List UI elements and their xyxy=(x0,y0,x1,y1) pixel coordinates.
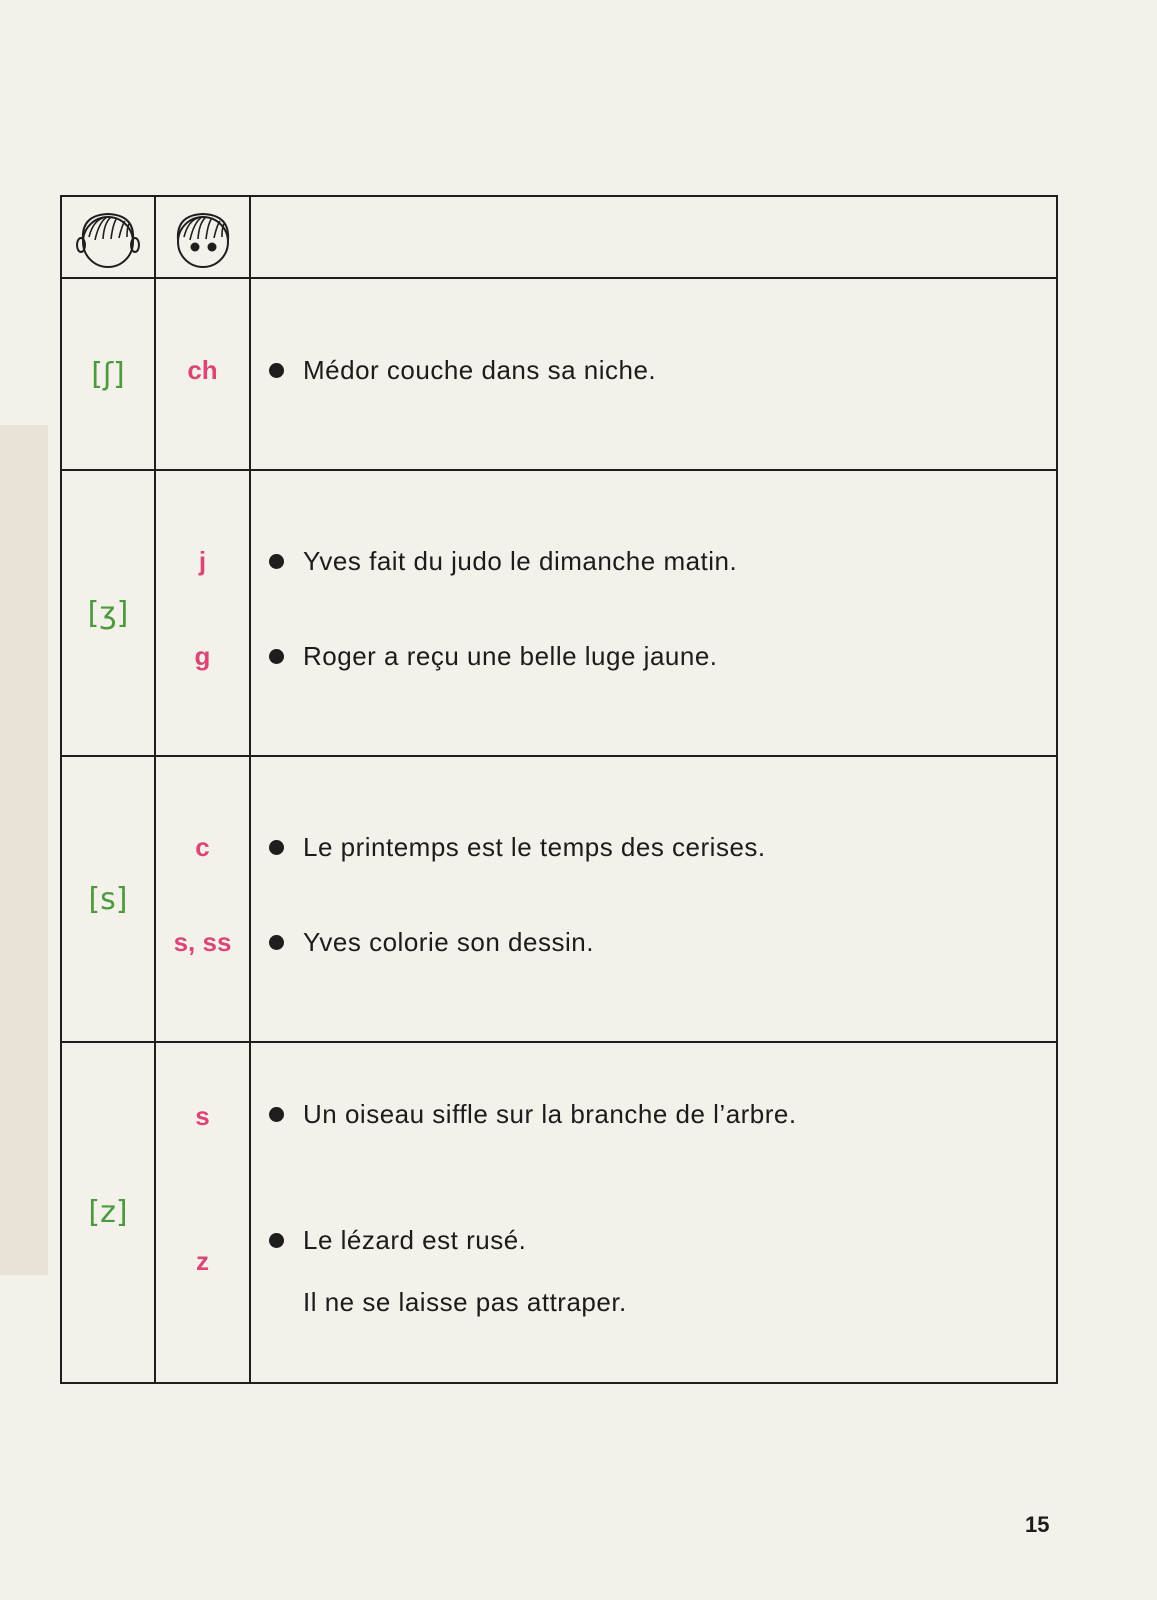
sentence: Il ne se laisse pas attraper. xyxy=(303,1287,627,1317)
bullet-icon xyxy=(269,1233,284,1248)
sentence-cell xyxy=(250,756,1057,1042)
grapheme: g xyxy=(194,641,211,671)
grapheme: j xyxy=(198,546,207,576)
grapheme-cell xyxy=(155,1042,250,1383)
sentence-header-cell xyxy=(250,196,1057,278)
sentence-line xyxy=(269,832,766,863)
bullet-icon xyxy=(269,554,284,569)
sound-symbol: [ʃ] xyxy=(61,278,155,470)
grapheme-cell xyxy=(155,756,250,1042)
sound-row xyxy=(61,756,1057,1042)
paper-edge xyxy=(0,425,48,1275)
sentence: Médor couche dans sa niche. xyxy=(303,355,657,385)
bullet-icon xyxy=(269,363,284,378)
sentence: Le printemps est le temps des cerises. xyxy=(303,832,766,862)
sentence-line xyxy=(269,641,718,672)
grapheme: s xyxy=(195,1101,210,1131)
grapheme: c xyxy=(195,832,210,862)
grapheme: z xyxy=(196,1246,209,1276)
sentence: Roger a reçu une belle luge jaune. xyxy=(303,641,718,671)
grapheme: ch xyxy=(187,355,218,385)
sound-row xyxy=(61,1042,1057,1383)
sentence-line xyxy=(303,1287,627,1318)
grapheme-cell xyxy=(155,278,250,470)
listening-face-icon xyxy=(73,205,143,269)
header-row xyxy=(61,196,1057,278)
sentence: Un oiseau siffle sur la branche de l’arbre. xyxy=(303,1099,797,1129)
sentence-line xyxy=(269,546,737,577)
sentence-line xyxy=(269,927,594,958)
sentence-cell xyxy=(250,1042,1057,1383)
bullet-icon xyxy=(269,840,284,855)
grapheme-cell xyxy=(155,470,250,756)
sound-row xyxy=(61,278,1057,470)
sound-row xyxy=(61,470,1057,756)
bullet-icon xyxy=(269,935,284,950)
ear-header-cell xyxy=(61,196,155,278)
sound-symbol: [ʒ] xyxy=(61,470,155,756)
looking-face-icon xyxy=(168,205,238,269)
sound-symbol: [z] xyxy=(61,1042,155,1383)
sentence-cell xyxy=(250,278,1057,470)
sentence: Yves colorie son dessin. xyxy=(303,927,594,957)
bullet-icon xyxy=(269,649,284,664)
sentence-cell xyxy=(250,470,1057,756)
page-number: 15 xyxy=(1025,1512,1050,1537)
sound-symbol: [s] xyxy=(61,756,155,1042)
eye-header-cell xyxy=(155,196,250,278)
grapheme: s, ss xyxy=(173,927,232,957)
sentence: Le lézard est rusé. xyxy=(303,1225,527,1255)
sentence-line xyxy=(269,355,656,386)
bullet-icon xyxy=(269,1107,284,1122)
sentence: Yves fait du judo le dimanche matin. xyxy=(303,546,738,576)
sentence-line xyxy=(269,1225,526,1256)
sentence-line xyxy=(269,1099,797,1130)
phonics-table xyxy=(60,195,1058,1384)
